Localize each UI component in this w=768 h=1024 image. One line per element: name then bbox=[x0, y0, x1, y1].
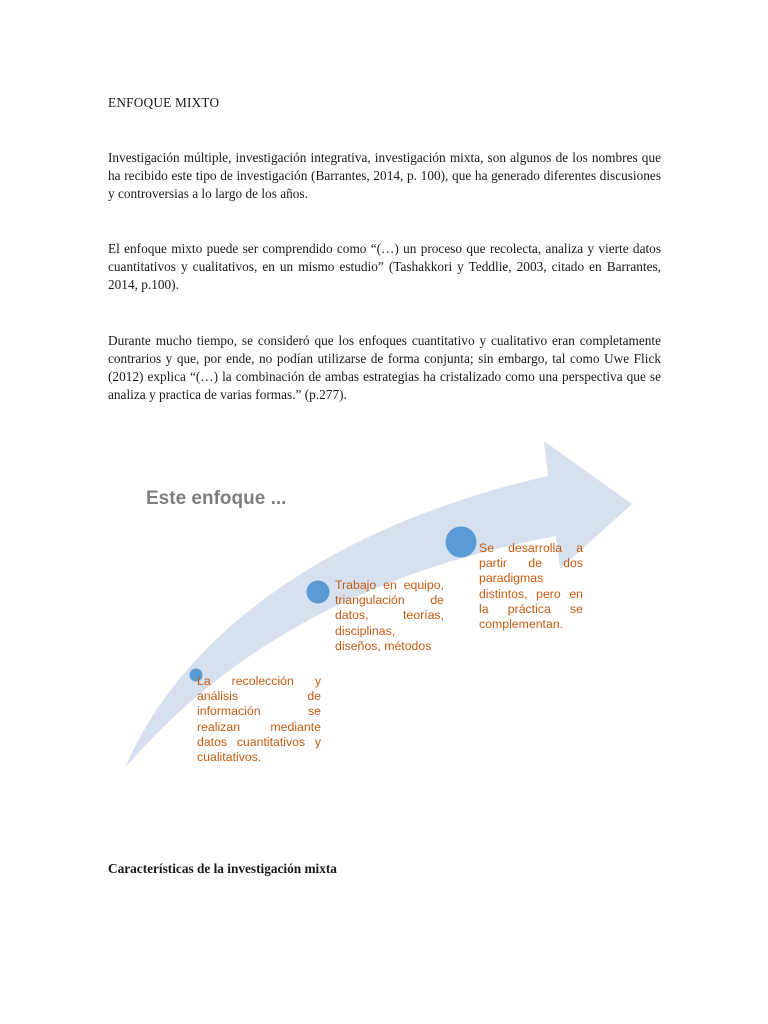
paragraph-1: Investigación múltiple, investigación integrativa, investigación mixta, son algunos de los nombres que ha recibido este tipo de investigación (Barrantes, 2014, p. 100), que ha generado diferentes discusiones y controversias a lo largo de los años. bbox=[108, 150, 661, 201]
document-title: ENFOQUE MIXTO bbox=[108, 95, 220, 110]
paragraph-2: El enfoque mixto puede ser comprendido como “(…) un proceso que recolecta, analiza y vierte datos cuantitativos y cualitativos, en un mismo estudio” (Tashakkori y Teddlie, 2003, citado en Barrantes, 2014, p.100). bbox=[108, 241, 661, 292]
step-text-1: La recolección y análisis de información se realizan mediante datos cuantitativos y cualitativos. bbox=[197, 674, 321, 765]
step-marker-3 bbox=[446, 527, 477, 558]
process-diagram bbox=[120, 436, 640, 776]
paragraph-3: Durante mucho tiempo, se consideró que los enfoques cuantitativo y cualitativo eran completamente contrarios y que, por ende, no podían utilizarse de forma conjunta; sin embargo, tal como Uwe Flick (2012) explica “(…) la combinación de ambas estrategias ha cristalizado como una perspectiva que se analiza y practica de varias formas.” (p.277). bbox=[108, 333, 661, 402]
step-text-2: Trabajo en equipo, triangulación de datos, teorías, disciplinas, diseños, métodos bbox=[335, 578, 444, 653]
step-marker-2 bbox=[307, 581, 330, 604]
section-heading: Características de la investigación mixta bbox=[108, 861, 337, 876]
diagram-title: Este enfoque ... bbox=[146, 488, 287, 509]
step-text-3: Se desarrolla a partir de dos paradigmas distintos, pero en la práctica se complementan. bbox=[479, 541, 583, 632]
